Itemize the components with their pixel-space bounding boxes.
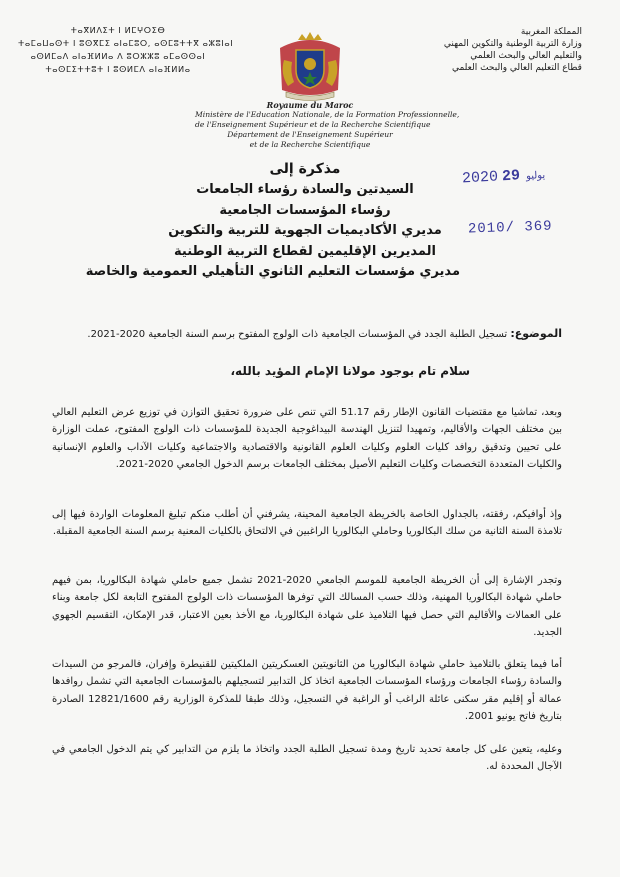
tifinagh-header (18, 24, 234, 76)
moroccan-coat-of-arms-icon (272, 30, 348, 102)
memo-heading: مذكرة إلى (269, 161, 341, 177)
body-paragraph: أما فيما يتعلق بالتلاميذ حاملي شهادة البكالوريا من الثانويتين العسكريتين الملكيتين للقنيطرة وإفران، فالمرجو من السيدات والسادة رؤساء الجامعات ورؤساء المؤسسات الجامعية اتخاذ كل التدابير لتسجيلهم بالمؤسسات الجامعية التي تشمل روافدها عمالة أو إقليم مقر سكنى عائلة الراغب أو الراغبة في التسجيل، وذلك طبقا للمذكرة الوزارية رقم 12821/1600 الصادرة بتاريخ فاتح يونيو 2001. (52, 659, 563, 722)
french-header-line: de l'Enseignement Supérieur et de la Recherche Scientifique (195, 120, 431, 129)
addressees-block (85, 158, 460, 283)
tifinagh-header-line: ⴰⵙⵍⵎⴰⴷ ⴰⵏⴰⴼⵍⵍⴰ ⴷ ⵓⵔⵣⵣⵓ ⴰⵎⴰⵙⵙⴰⵏ (30, 51, 206, 61)
arabic-header-line: وزارة التربية الوطنية والتكوين المهني (443, 39, 582, 49)
french-ministry-header (195, 100, 460, 150)
stamp-year: 2020 (461, 168, 499, 188)
greeting: سلام تام بوجود مولانا الإمام المؤيد بالله، (230, 364, 470, 378)
arabic-ministry-header (382, 26, 582, 74)
stamp-month: يوليو (525, 169, 546, 182)
kingdom-name: Royaume du Maroc (266, 100, 354, 110)
arabic-header-line: قطاع التعليم العالي والبحث العلمي (451, 63, 582, 73)
body-paragraph: وإذ أوافيكم، رفقته، بالجداول الخاصة بالخريطة الجامعية المحينة، يشرفني أن أطلب منكم تبليغ المعلومات الواردة فيها إلى تلامذة السنة الثانية من سلك البكالوريا وحاملي البكالوريا الراغبين في الالتحاق بالكليات المعنية برسم السنة الجامعية المقبلة. (52, 509, 562, 538)
french-header-line: et de la Recherche Scientifique (249, 140, 371, 149)
arabic-header-line: المملكة المغربية (520, 27, 582, 37)
tifinagh-header-line: ⵜⴰⵎⴰⵡⴰⵙⵜ ⵏ ⵓⵙⴳⵎⵉ ⴰⵏⴰⵎⵓⵔ, ⴰⵙⵎⵓⵜⵜⴳ ⴰⵣⵓⵏⴰⵏ (18, 38, 234, 48)
tifinagh-header-line: ⵜⴰⴳⵍⴷⵉⵜ ⵏ ⵍⵎⵖⵔⵉⴱ (70, 25, 166, 35)
reference-stamp: 2010/ 369 (467, 218, 553, 238)
arabic-header-line: والتعليم العالي والبحث العلمي (470, 51, 582, 61)
tifinagh-header-line: ⵜⴰⵙⵎⵉⵜⵜⵓⵜ ⵏ ⵓⵙⵍⵎⴷ ⴰⵏⴰⴼⵍⵍⴰ (45, 64, 191, 74)
addressee-line: السيدتين والسادة رؤساء الجامعات (196, 182, 414, 197)
stamp-day: 29 (501, 167, 521, 186)
date-stamp (462, 166, 552, 188)
subject-line (52, 326, 562, 342)
addressee-line: مديري مؤسسات التعليم الثانوي التأهيلي العمومية والخاصة (85, 264, 460, 279)
french-header-line: Département de l'Enseignement Supérieur (227, 130, 393, 139)
subject-text: تسجيل الطلبة الجدد في المؤسسات الجامعية ذات الولوج المفتوح برسم السنة الجامعية 2020-2021. (87, 329, 511, 340)
addressee-line: مديري الأكاديميات الجهوية للتربية والتكوين (168, 223, 442, 238)
subject-label: الموضوع: (510, 327, 562, 340)
body-paragraph: وتجدر الإشارة إلى أن الخريطة الجامعية للموسم الجامعي 2020-2021 تشمل جميع حاملي شهادة البكالوريا، بمن فيهم حاملي شهادة البكالوريا المهنية، وذلك حسب المسالك التي توفرها المؤسسات ذات الولوج المفتوح التابعة لكل جامعة وبناء على العمالات والأقاليم التي حصل فيها التلاميذ على شهادة البكالوريا، مع الأخذ بعين الاعتبار، قدر الإمكان، التقسيم الجهوي الجديد. (52, 575, 562, 638)
addressee-line: رؤساء المؤسسات الجامعية (219, 202, 391, 218)
body-paragraph: وبعد، تماشيا مع مقتضيات القانون الإطار رقم 51.17 التي تنص على ضرورة تحقيق التوازن في توزيع عرض التعليم العالي بين مختلف الجهات والأقاليم، وتمهيدا لتنزيل الهندسة البيداغوجية الجديدة للمؤسسات ذات الولوج المفتوح، عملت الوزارة على تحيين وتدقيق روافد كليات العلوم وكليات العلوم القانونية والاقتصادية والاجتماعية وكليات الآداب والعلوم الإنسانية والكليات المتعددة التخصصات وكليات التعليم الأصيل بمختلف الجامعات برسم الدخول الجامعي 2020-2021. (52, 407, 562, 470)
french-header-line: Ministère de l'Education Nationale, de la Formation Professionnelle, (195, 110, 460, 119)
addressee-line: المديرين الإقليمين لقطاع التربية الوطنية (174, 243, 436, 259)
body-paragraph: وعليه، يتعين على كل جامعة تحديد تاريخ ومدة تسجيل الطلبة الجدد واتخاذ ما يلزم من التدابير كي يتم الدخول الجامعي في الآجال المحددة له. (52, 744, 562, 773)
